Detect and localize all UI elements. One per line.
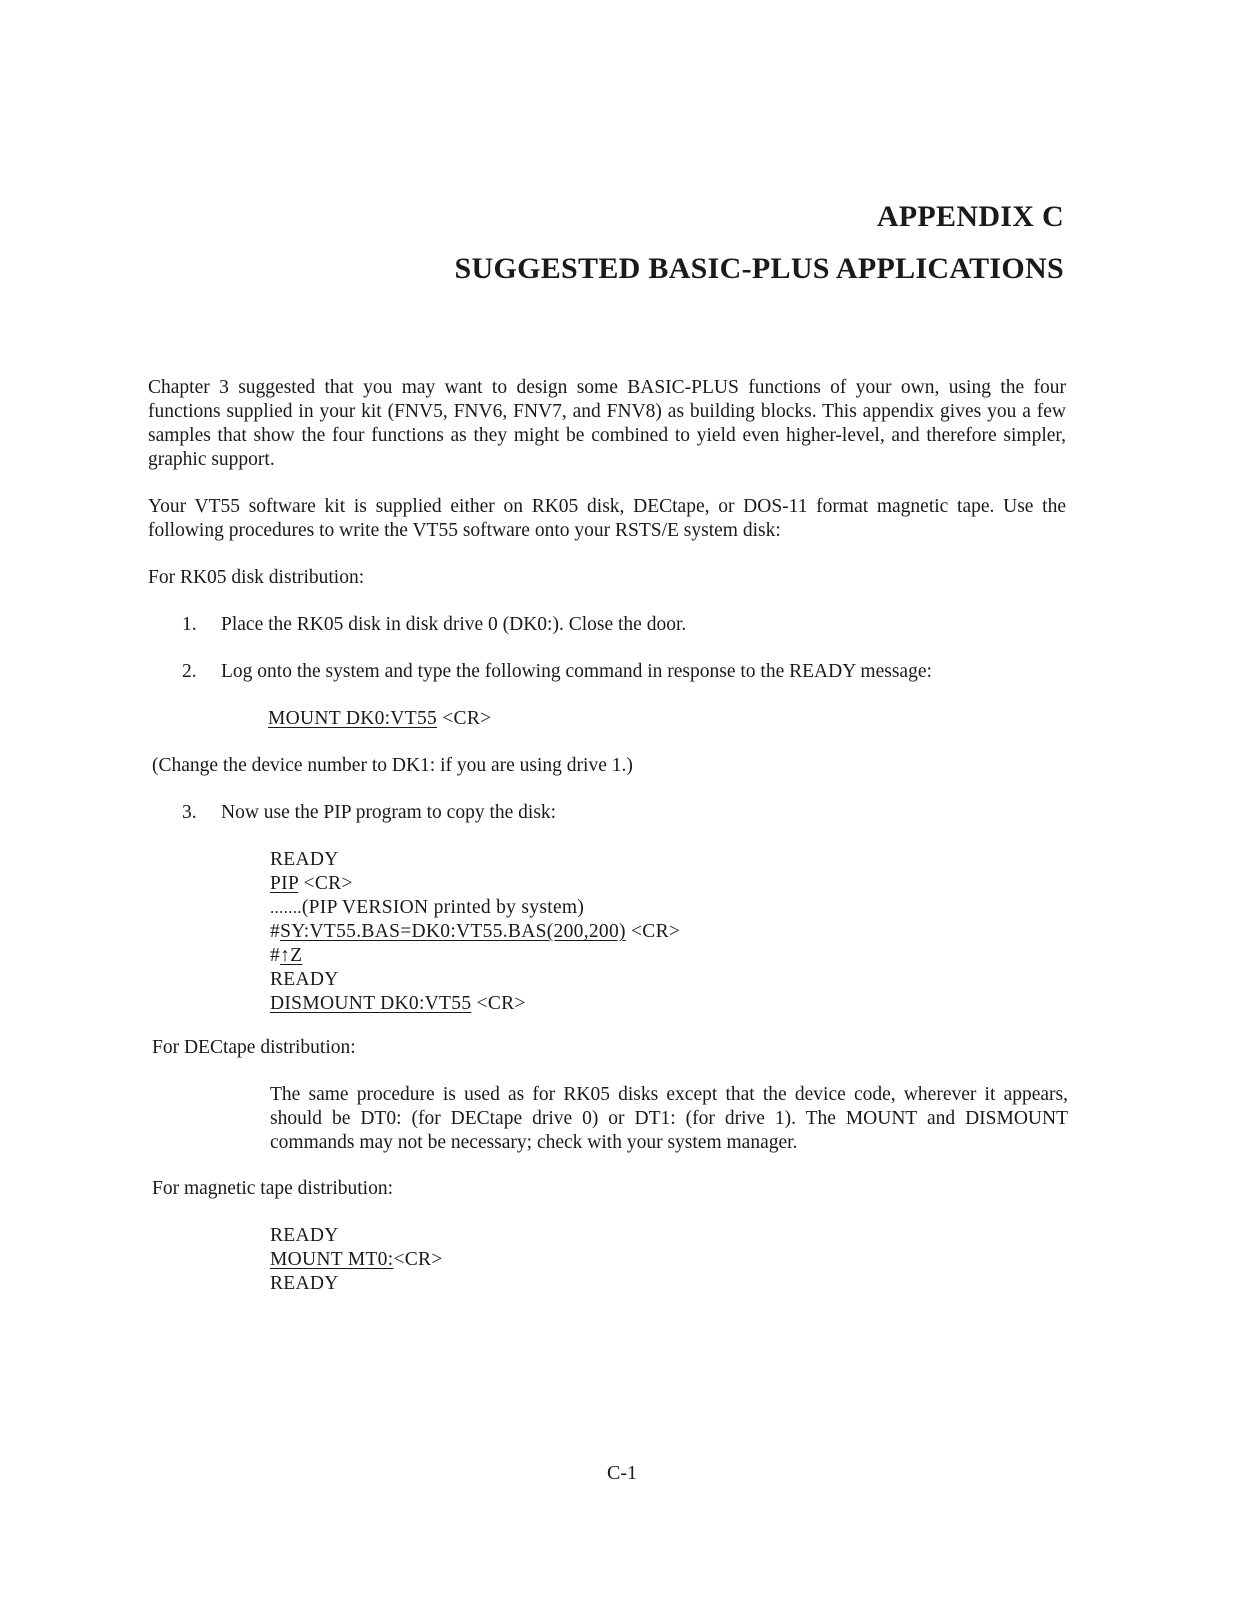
ctrl-z-command: ↑Z [280,945,303,966]
code-ctrlz-line [270,944,680,968]
step-2-number: 2. [182,661,197,682]
code-dismount-line [270,992,680,1016]
dectape-heading: For DECtape distribution: [152,1037,356,1058]
step-3-number: 3. [182,802,197,823]
drive-note: (Change the device number to DK1: if you are using drive 1.) [152,755,633,776]
page-number: C-1 [607,1462,637,1484]
pip-command: PIP [270,873,299,894]
copy-command: SY:VT55.BAS=DK0:VT55.BAS(200,200) [280,921,626,942]
carriage-return: <CR> [625,921,681,942]
dectape-paragraph: The same procedure is used as for RK05 disks except that the device code, wherever it appears, should be DT0: (for DECtape drive 0) or DT1: (for drive 1). The MOUNT and DISMOUNT commands may not be necessary; check with your system manager. [270,1084,1068,1153]
prompt-hash: # [270,921,281,942]
magtape-code-block [270,1224,443,1296]
code-ready-line: READY [270,969,339,990]
carriage-return: <CR> [471,993,526,1014]
version-note: (PIP VERSION printed by system) [301,897,585,918]
code-ready-line: READY [270,1273,339,1294]
appendix-label: APPENDIX C [876,200,1064,233]
prompt-hash: # [270,945,281,966]
code-ready-line: READY [270,1225,339,1246]
code-pip-line [270,872,680,896]
code-mount-line [270,1248,443,1272]
rk05-heading: For RK05 disk distribution: [148,567,365,588]
carriage-return: <CR> [298,873,353,894]
ellipsis: ....... [270,898,302,917]
carriage-return: <CR> [393,1249,443,1270]
code-ready-line: READY [270,849,339,870]
mount-command [268,707,491,731]
pip-code-block [270,848,680,1016]
step-1-text: Place the RK05 disk in disk drive 0 (DK0:). Close the door. [221,614,687,635]
carriage-return: <CR> [437,708,492,729]
code-version-line [270,896,680,920]
dismount-command: DISMOUNT DK0:VT55 [270,993,472,1014]
mount-mt0-command: MOUNT MT0: [270,1249,394,1270]
code-copy-line [270,920,680,944]
step-3-text: Now use the PIP program to copy the disk: [221,802,557,823]
intro-paragraph: Chapter 3 suggested that you may want to design some BASIC-PLUS functions of your own, using the four functions supplied in your kit (FNV5, FNV6, FNV7, and FNV8) as building blocks. This appendix gives you a few samples that show the four functions as they might be combined to yield even higher-level, and therefore simpler, graphic support. [148,377,1066,470]
magtape-heading: For magnetic tape distribution: [152,1178,393,1199]
step-2-text: Log onto the system and type the following command in response to the READY message: [221,661,932,682]
mount-command-input: MOUNT DK0:VT55 [268,708,438,729]
step-1-number: 1. [182,614,197,635]
distribution-paragraph: Your VT55 software kit is supplied either on RK05 disk, DECtape, or DOS-11 format magnetic tape. Use the following procedures to write the VT55 software onto your RSTS/E system disk: [148,496,1066,541]
page-title: SUGGESTED BASIC-PLUS APPLICATIONS [454,252,1064,285]
